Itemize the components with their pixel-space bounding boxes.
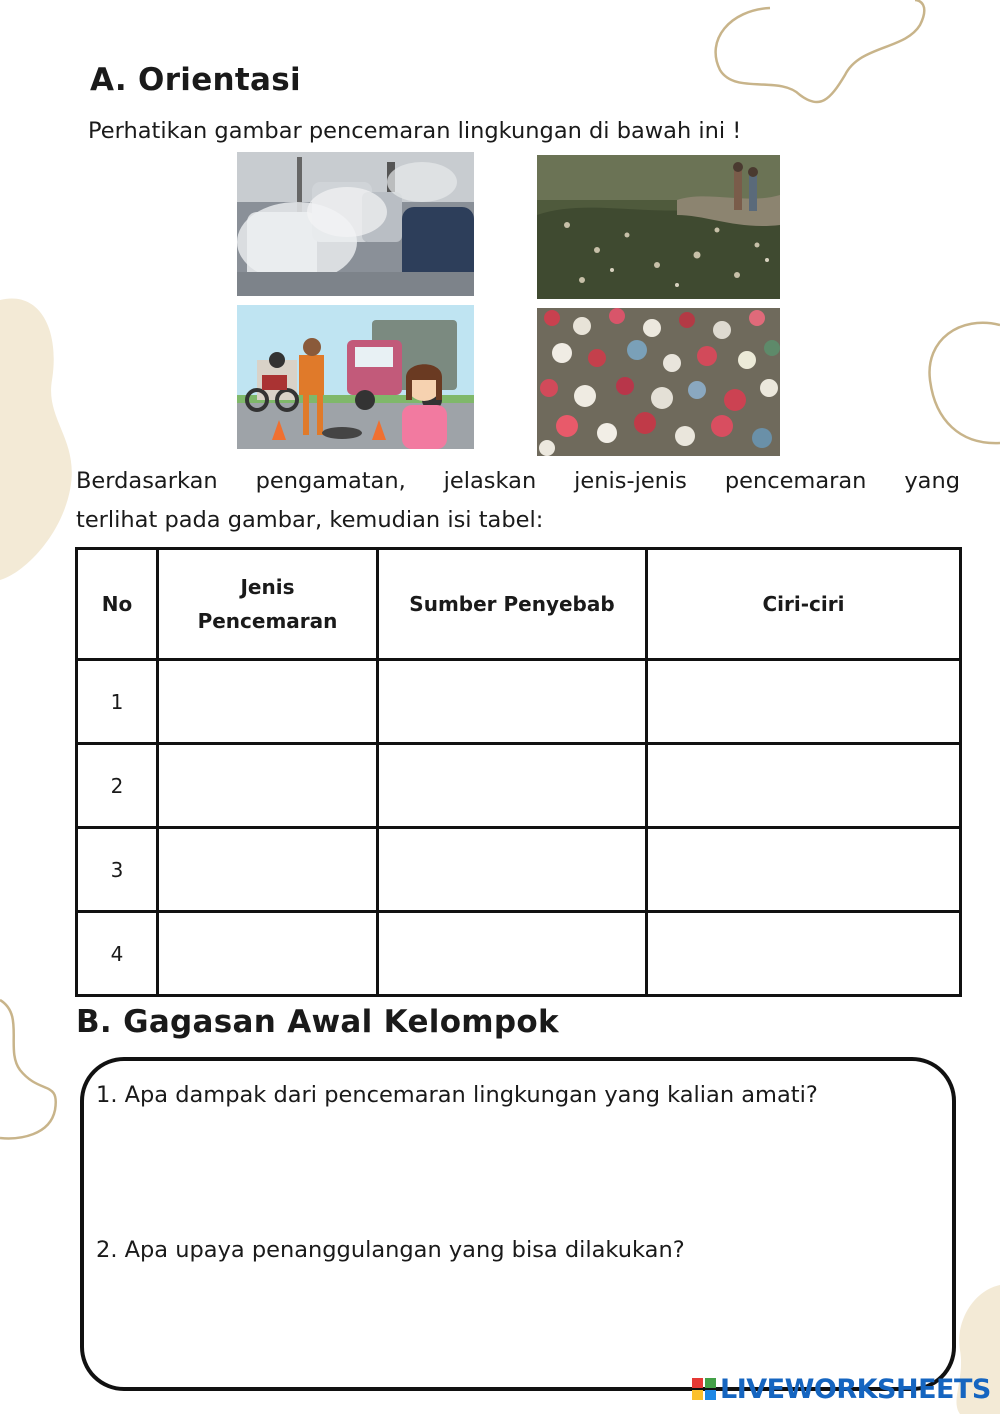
ciri-cell[interactable]	[647, 912, 961, 996]
left-lower-swirl	[0, 1000, 56, 1138]
row-number: 2	[77, 744, 158, 828]
table-header-row	[77, 549, 961, 660]
header-jenis-line2: Pencemaran	[197, 609, 338, 633]
row-number: 3	[77, 828, 158, 912]
instruction-text: Perhatikan gambar pencemaran lingkungan di bawah ini !	[88, 118, 742, 144]
sumber-cell[interactable]	[378, 828, 647, 912]
top-right-swirl	[716, 0, 925, 102]
row-number: 4	[77, 912, 158, 996]
paragraph-line-1: Berdasarkan pengamatan, jelaskan jenis-jenis pencemaran yang	[76, 468, 960, 494]
sumber-cell[interactable]	[378, 912, 647, 996]
sumber-cell[interactable]	[378, 660, 647, 744]
header-jenis-line1: Jenis	[240, 575, 295, 599]
liveworksheets-icon	[692, 1376, 718, 1402]
section-b-title: B. Gagasan Awal Kelompok	[76, 1004, 559, 1040]
pollution-table	[75, 547, 962, 997]
sumber-cell[interactable]	[378, 744, 647, 828]
header-ciri-ciri: Ciri-ciri	[647, 549, 961, 660]
header-no: No	[77, 549, 158, 660]
table-row	[77, 912, 961, 996]
ciri-cell[interactable]	[647, 744, 961, 828]
liveworksheets-logo[interactable]	[692, 1372, 991, 1406]
air-pollution-traffic-photo	[237, 152, 474, 296]
right-swirl	[930, 323, 1000, 443]
jenis-cell[interactable]	[158, 828, 378, 912]
noise-pollution-illustration	[237, 305, 474, 449]
table-row	[77, 744, 961, 828]
table-row	[77, 828, 961, 912]
jenis-cell[interactable]	[158, 912, 378, 996]
question-2: 2. Apa upaya penanggulangan yang bisa dilakukan?	[96, 1237, 685, 1263]
row-number: 1	[77, 660, 158, 744]
table-row	[77, 660, 961, 744]
water-pollution-photo	[537, 155, 780, 299]
left-blob	[0, 298, 72, 580]
header-sumber-penyebab: Sumber Penyebab	[378, 549, 647, 660]
header-jenis-pencemaran	[158, 549, 378, 660]
soil-pollution-trash-photo	[537, 308, 780, 456]
jenis-cell[interactable]	[158, 744, 378, 828]
liveworksheets-text: LIVEWORKSHEETS	[720, 1373, 991, 1405]
question-1: 1. Apa dampak dari pencemaran lingkungan yang kalian amati?	[96, 1082, 818, 1108]
ciri-cell[interactable]	[647, 660, 961, 744]
section-a-title: A. Orientasi	[90, 62, 301, 98]
jenis-cell[interactable]	[158, 660, 378, 744]
paragraph-line-2: terlihat pada gambar, kemudian isi tabel:	[76, 507, 544, 533]
ciri-cell[interactable]	[647, 828, 961, 912]
